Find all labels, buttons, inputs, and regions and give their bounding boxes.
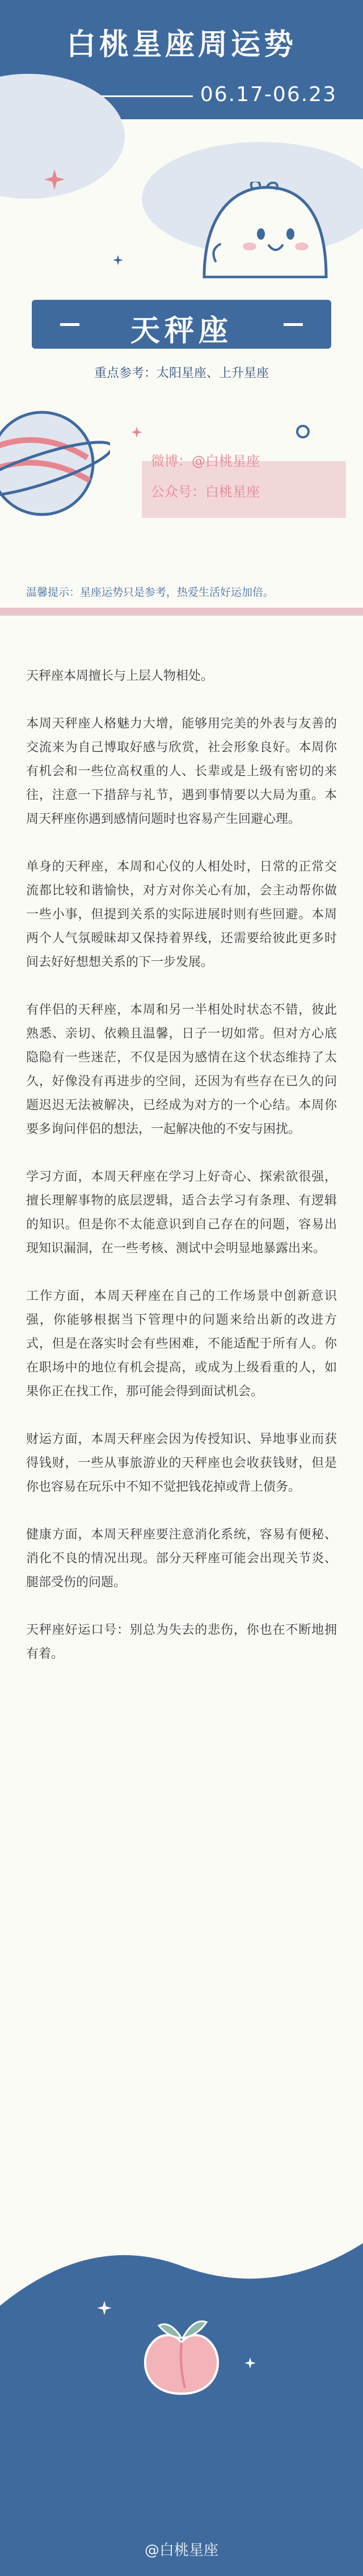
wealth-paragraph: 财运方面，本周天秤座会因为传授知识、异地事业而获得钱财，一些从事旅游业的天秤座也会收获钱财，但是你也容易在玩乐中不知不觉把钱花掉或背上债务。 <box>26 1432 337 1494</box>
lucky-slogan: 天秤座好运口号：别总为失去的悲伤，你也在不断地拥有着。 <box>26 1623 337 1661</box>
work-paragraph: 工作方面，本周天秤座在自己的工作场景中创新意识强，你能够根据当下管理中的问题来给出新的改进方式，但是在落实时会有些困难，不能适配于所有人。你在职场中的地位有机会提高，或成为上级看重的人，如果你正在找工作，那可能会得到面试机会。 <box>26 1289 337 1399</box>
dot-icon <box>295 424 311 440</box>
content-card <box>0 119 363 2419</box>
reference-note: 重点参考：太阳星座、上升星座 <box>94 366 269 380</box>
peach-icon <box>130 2303 233 2399</box>
health-paragraph: 健康方面，本周天秤座要注意消化系统，容易有便秘、消化不良的情况出现。部分天秤座可能会出现关节炎、腿部受伤的问题。 <box>26 1528 337 1590</box>
divider <box>0 608 363 616</box>
partner-love-paragraph: 有伴侣的天秤座，本周和另一半相处时状态不错，彼此熟悉、亲切、依赖且温馨，日子一切如常。但对方心底隐隐有一些迷茫，不仅是因为感情在这个状态维持了太久，好像没有再进步的空间，还因为有些存在已久的问题迟迟无法被解决，已经成为对方的一个心结。本周你要多询问伴侣的想法，一起解决他的不安与困扰。 <box>26 1003 337 1136</box>
planet-icon <box>0 395 110 532</box>
weibo-handle: 微博：@白桃星座 <box>151 453 260 469</box>
tip-text: 温馨提示：星座运势只是参考，热爱生活好运加倍。 <box>26 586 275 599</box>
sparkle-icon <box>43 168 66 191</box>
sparkle-icon <box>96 2300 112 2316</box>
page-title: 白桃星座周运势 <box>66 28 297 62</box>
single-love-paragraph: 单身的天秤座，本周和心仪的人相处时，日常的正常交流都比较和谐愉快，对方对你关心有加，会主动帮你做一些小事，但提到关系的实际进展时则有些回避。本周两个人气氛暧昧却又保持着界线，还需要给彼此更多时间去好好想想关系的下一步发展。 <box>26 860 337 969</box>
study-paragraph: 学习方面，本周天秤座在学习上好奇心、探索欲很强，擅长理解事物的底层逻辑，适合去学习有条理、有逻辑的知识。但是你不太能意识到自己存在的问题，容易出现知识漏洞，在一些考核、测试中会明显地暴露出来。 <box>26 1170 337 1256</box>
mascot-icon <box>193 182 329 278</box>
intro-paragraph: 天秤座本周擅长与上层人物相处。 <box>26 669 214 683</box>
sign-name: 天秤座 <box>130 314 233 348</box>
sign-banner <box>32 300 331 349</box>
social-box <box>142 453 346 518</box>
signature: @白桃星座 <box>144 2542 218 2559</box>
overview-paragraph: 本周天秤座人格魅力大增，能够用完美的外表与友善的交流来为自己博取好感与欣赏，社会形象良好。本周你有机会和一些位高权重的人、长辈或是上级有密切的来往，注意一下措辞与礼节，遇到事情要以大局为重。本周天秤座你遇到感情问题时也容易产生回避心理。 <box>26 717 337 826</box>
wechat-handle: 公众号：白桃星座 <box>151 484 260 500</box>
banner-dash <box>284 323 303 326</box>
sparkle-icon <box>244 2357 256 2369</box>
date-range: 06.17-06.23 <box>200 83 337 106</box>
sparkle-icon <box>130 426 143 438</box>
horoscope-body <box>26 664 337 1690</box>
sparkle-icon <box>112 254 124 266</box>
